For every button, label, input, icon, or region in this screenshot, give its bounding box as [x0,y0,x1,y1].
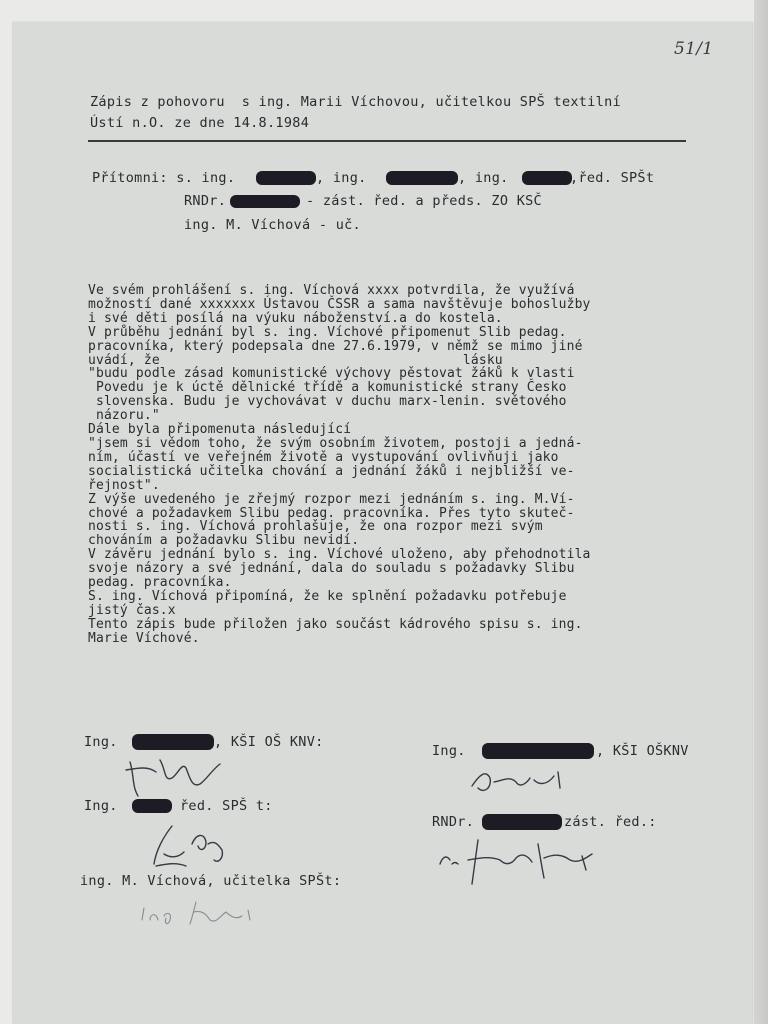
photo-background [754,0,768,1024]
body-line: uvádí, že lásku [88,352,503,368]
attendees-teacher: ing. M. Víchová - uč. [184,217,361,233]
signer-role: , KŠI OŠKNV [596,743,689,759]
handwritten-signature [432,830,612,890]
signer-name-role: ing. M. Víchová, učitelka SPŠt: [80,873,342,889]
body-text [88,284,591,646]
attendees-director-role: ,řed. SPŠt [570,170,655,186]
body-line: Dále byla připomenuta následující [88,422,352,438]
body-line: "budu podle zásad komunistické výchovy pěstovat žáků k vlasti [88,366,575,382]
attendees-separator: , ing. [316,170,367,186]
body-line: názoru." [88,408,160,424]
body-line: V průběhu jednání byl s. ing. Víchové připomenut Slib pedag. [88,324,567,340]
signer-prefix: Ing. [84,798,118,814]
body-line: Ve svém prohlášení s. ing. Víchová xxxx potvrdila, že využívá [88,283,575,298]
redaction-bar [230,195,300,208]
body-line: "jsem si vědom toho, že svým osobním životem, postoji a jedná- [88,435,583,451]
body-line: socialistická učitelka chování a jednání žáků i nejbližší ve- [88,463,575,479]
document-title-line-1: Zápis z pohovoru s ing. Marii Víchovou, učitelkou SPŠ textilní [90,94,621,110]
body-line: i své děti posílá na výuku náboženství.a do kostela. [88,310,503,326]
document-page [12,22,752,1024]
handwritten-signature [120,752,230,802]
redaction-bar [386,171,458,185]
signer-role: zást. řed.: [564,814,657,830]
body-line: svoje názory a své jednání, dala do souladu s požadavky Slibu [88,561,575,577]
title-underline [88,140,686,142]
body-line: Z výše uvedeného je zřejmý rozpor mezi jednáním s. ing. M.Ví- [88,491,575,507]
body-line: Tento zápis bude přiložen jako součást kádrového spisu s. ing. [88,616,583,632]
body-line: možností dané xxxxxxx Ústavou ČSSR a sama navštěvuje bohoslužby [88,296,591,312]
redaction-bar [522,171,572,185]
attendees-label: Přítomni: s. ing. [92,170,236,186]
attendees-deputy-role: - zást. řed. a předs. ZO KSČ [306,193,542,209]
handwritten-signature [464,762,574,802]
body-line: Marie Víchové. [88,630,200,646]
document-title-line-2: Ústí n.O. ze dne 14.8.1984 [90,115,310,131]
signer-role: řed. SPŠ t: [180,798,273,814]
redaction-bar [482,743,594,759]
signer-prefix: Ing. [432,743,466,759]
redaction-bar [256,171,316,185]
signer-prefix: Ing. [84,734,118,750]
page-number: 51/1 [674,39,714,59]
signer-role: , KŠI OŠ KNV: [214,734,324,750]
body-line: S. ing. Víchová připomíná, že ke splnění požadavku potřebuje [88,588,567,604]
redaction-bar [482,814,562,830]
body-line: chové a požadavkem Slibu pedag. pracovníka. Přes tyto skuteč- [88,505,575,521]
body-line: chováním a požadavku Slibu nevidí. [88,533,360,549]
body-line: pracovníka, který podepsala dne 27.6.1979, v němž se mimo jiné [88,338,583,354]
body-line: pedag. pracovníka. [88,575,232,591]
handwritten-signature [144,814,244,874]
body-line: ním, účastí ve veřejném životě a vystupování ovlivňuji jako [88,449,559,465]
body-line: V závěru jednání bylo s. ing. Víchové uloženo, aby přehodnotila [88,547,591,563]
handwritten-signature [136,894,276,930]
body-line: nosti s. ing. Víchová prohlašuje, že ona rozpor mezi svým [88,519,543,535]
body-line: řejnost". [88,477,160,493]
body-line: slovenska. Budu je vychovávat v duchu marx-lenin. světového [88,394,567,410]
attendees-separator: , ing. [458,170,509,186]
body-line: Povedu je k úctě dělnické třídě a komunistické strany Česko [88,380,567,396]
body-line: jistý čas.x [88,602,176,618]
attendees-rndr-prefix: RNDr. [184,193,227,209]
signer-prefix: RNDr. [432,814,475,830]
redaction-bar [132,734,214,750]
redaction-bar [132,799,172,813]
